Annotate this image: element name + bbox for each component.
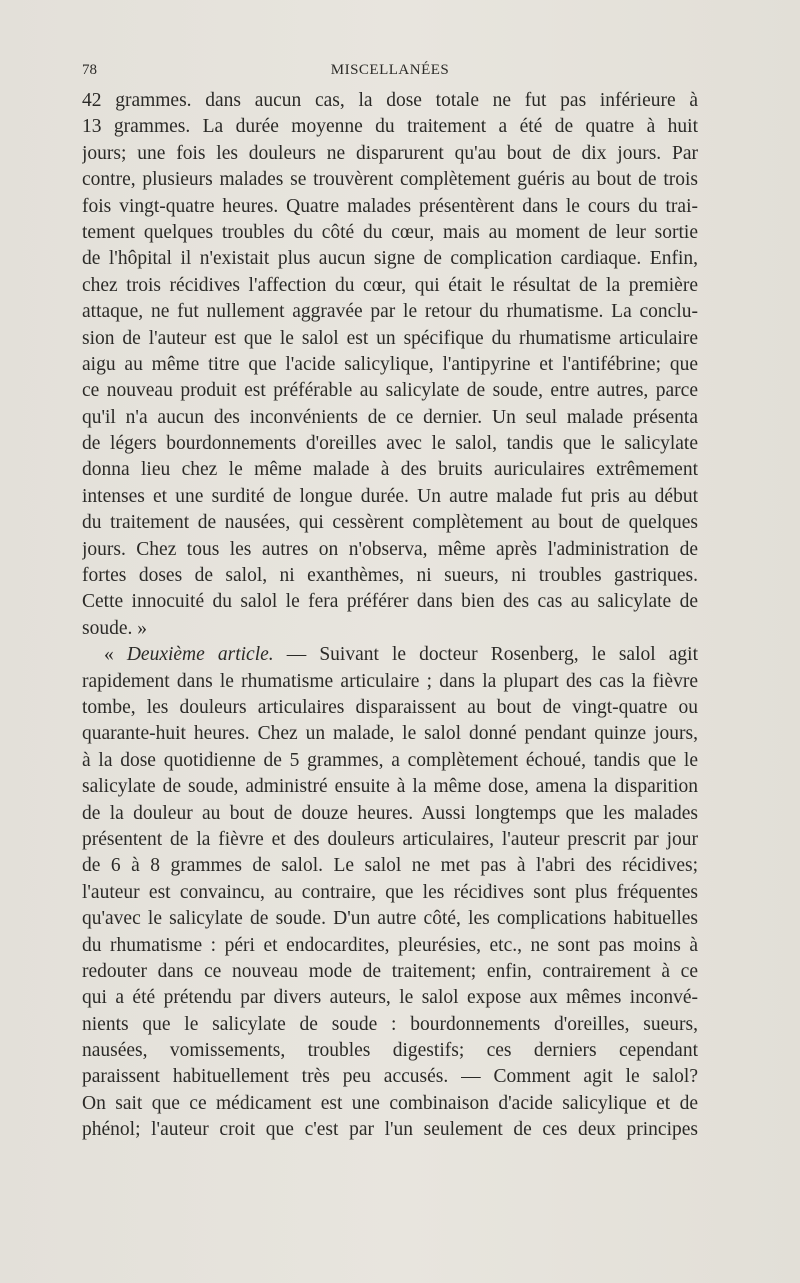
text-line: [82, 273, 698, 299]
text-line: [82, 88, 698, 114]
text-line: [82, 1012, 698, 1038]
text-line: [82, 801, 698, 827]
text-line: [82, 985, 698, 1011]
text-line: [82, 589, 698, 615]
text-line-content: ce nouveau produit est préférable au salicylate de soude, entre autres, parce: [82, 380, 698, 402]
text-line-content: attaque, ne fut nullement aggravée par le retour du rhumatisme. La conclu-: [82, 301, 698, 323]
text-line: [82, 220, 698, 246]
text-line-content: présentent de la fièvre et des douleurs articulaires, l'auteur prescrit par jour: [82, 828, 698, 850]
text-line: [82, 774, 698, 800]
text-line: [82, 141, 698, 167]
text-line: [82, 299, 698, 325]
text-line: [82, 405, 698, 431]
text-line-content: de 6 à 8 grammes de salol. Le salol ne met pas à l'abri des récidives;: [82, 855, 698, 877]
text-line: [82, 959, 698, 985]
text-line: [82, 933, 698, 959]
text-line-content: «: [104, 644, 127, 666]
text-line: [82, 642, 698, 668]
text-line-content: donna lieu chez le même malade à des bruits auriculaires extrêmement: [82, 459, 698, 481]
text-line-content: On sait que ce médicament est une combinaison d'acide salicylique et de: [82, 1092, 698, 1114]
text-line: [82, 721, 698, 747]
text-line: [82, 853, 698, 879]
text-line: [82, 563, 698, 589]
text-line-content: sion de l'auteur est que le salol est un spécifique du rhumatisme articulaire: [82, 327, 698, 349]
text-line: [82, 378, 698, 404]
text-line: [82, 194, 698, 220]
text-line-content: quarante-huit heures. Chez un malade, le salol donné pendant quinze jours,: [82, 723, 698, 745]
text-line-content: Cette innocuité du salol le fera préférer dans bien des cas au salicylate de: [82, 591, 698, 613]
text-line-content: intenses et une surdité de longue durée. Un autre malade fut pris au début: [82, 485, 698, 507]
text-line: [82, 114, 698, 140]
text-line-content: du rhumatisme : péri et endocardites, pleurésies, etc., ne sont pas moins à: [82, 934, 698, 956]
text-line-content: de légers bourdonnements d'oreilles avec le salol, tandis que le salicylate: [82, 433, 698, 455]
text-line: [82, 1091, 698, 1117]
text-line-content: jours; une fois les douleurs ne disparurent qu'au bout de dix jours. Par: [82, 142, 698, 164]
text-line-content: contre, plusieurs malades se trouvèrent complètement guéris au bout de trois: [82, 169, 698, 191]
text-line: [82, 431, 698, 457]
text-line: [82, 246, 698, 272]
text-line-content: fortes doses de salol, ni exanthèmes, ni sueurs, ni troubles gastriques.: [82, 565, 698, 587]
text-line-content: l'auteur est convaincu, au contraire, que les récidives sont plus fréquentes: [82, 881, 698, 903]
text-line: [82, 537, 698, 563]
text-line-content: du traitement de nausées, qui cessèrent complètement au bout de quelques: [82, 512, 698, 534]
text-line-content: 13 grammes. La durée moyenne du traitement a été de quatre à huit: [82, 116, 698, 138]
text-line-content: tement quelques troubles du côté du cœur, mais au moment de leur sortie: [82, 221, 698, 243]
page-header: [82, 62, 698, 82]
text-line-content: 42 grammes. dans aucun cas, la dose totale ne fut pas inférieure à: [82, 90, 698, 111]
text-line-continuation: — Suivant le docteur Rosenberg, le salol agit: [273, 644, 698, 666]
text-line-content: de la douleur au bout de douze heures. Aussi longtemps que les malades: [82, 802, 698, 824]
text-line: [82, 352, 698, 378]
text-line-content: rapidement dans le rhumatisme articulaire ; dans la plupart des cas la fièvre: [82, 670, 698, 692]
text-line: [82, 1117, 698, 1143]
text-line-content: fois vingt-quatre heures. Quatre malades présentèrent dans le cours du trai-: [82, 195, 698, 217]
text-line: [82, 827, 698, 853]
body-text: [82, 88, 698, 1144]
text-line: [82, 510, 698, 536]
text-line-content: chez trois récidives l'affection du cœur, qui était le résultat de la première: [82, 274, 698, 296]
text-line: [82, 457, 698, 483]
text-line: [82, 695, 698, 721]
text-line-content: phénol; l'auteur croit que c'est par l'un seulement de ces deux principes: [82, 1119, 698, 1141]
text-line-content: qui a été prétendu par divers auteurs, le salol expose aux mêmes inconvé-: [82, 987, 698, 1009]
text-line: [82, 880, 698, 906]
running-title: MISCELLANÉES: [330, 62, 450, 78]
text-line-content: aigu au même titre que l'acide salicylique, l'antipyrine et l'antifébrine; que: [82, 353, 698, 375]
text-line: [82, 616, 698, 642]
text-line-content: redouter dans ce nouveau mode de traitement; enfin, contrairement à ce: [82, 960, 698, 982]
text-line: [82, 906, 698, 932]
text-line-content: qu'avec le salicylate de soude. D'un autre côté, les complications habituelles: [82, 908, 698, 930]
text-line-content: nients que le salicylate de soude : bourdonnements d'oreilles, sueurs,: [82, 1013, 698, 1035]
page-number: 78: [82, 62, 97, 78]
text-line: [82, 484, 698, 510]
text-line: [82, 1038, 698, 1064]
text-line: [82, 669, 698, 695]
text-line: [82, 167, 698, 193]
text-line-content: nausées, vomissements, troubles digestifs; ces derniers cependant: [82, 1040, 698, 1062]
text-line-content: qu'il n'a aucun des inconvénients de ce dernier. Un seul malade présenta: [82, 406, 698, 428]
text-line-content: paraissent habituellement très peu accusés. — Comment agit le salol?: [82, 1066, 698, 1088]
text-line-content: tombe, les douleurs articulaires disparaissent au bout de vingt-quatre ou: [82, 696, 698, 718]
text-line-content: soude. »: [82, 617, 147, 639]
text-line: [82, 748, 698, 774]
text-line-content: salicylate de soude, administré ensuite à la même dose, amena la disparition: [82, 776, 698, 798]
text-line-content: à la dose quotidienne de 5 grammes, a complètement échoué, tandis que le: [82, 749, 698, 771]
article-heading: Deuxième article.: [126, 644, 274, 666]
text-line: [82, 326, 698, 352]
text-line: [82, 1064, 698, 1090]
text-line-content: jours. Chez tous les autres on n'observa, même après l'administration de: [82, 538, 698, 560]
text-line-content: de l'hôpital il n'existait plus aucun signe de complication cardiaque. Enfin,: [82, 248, 698, 270]
